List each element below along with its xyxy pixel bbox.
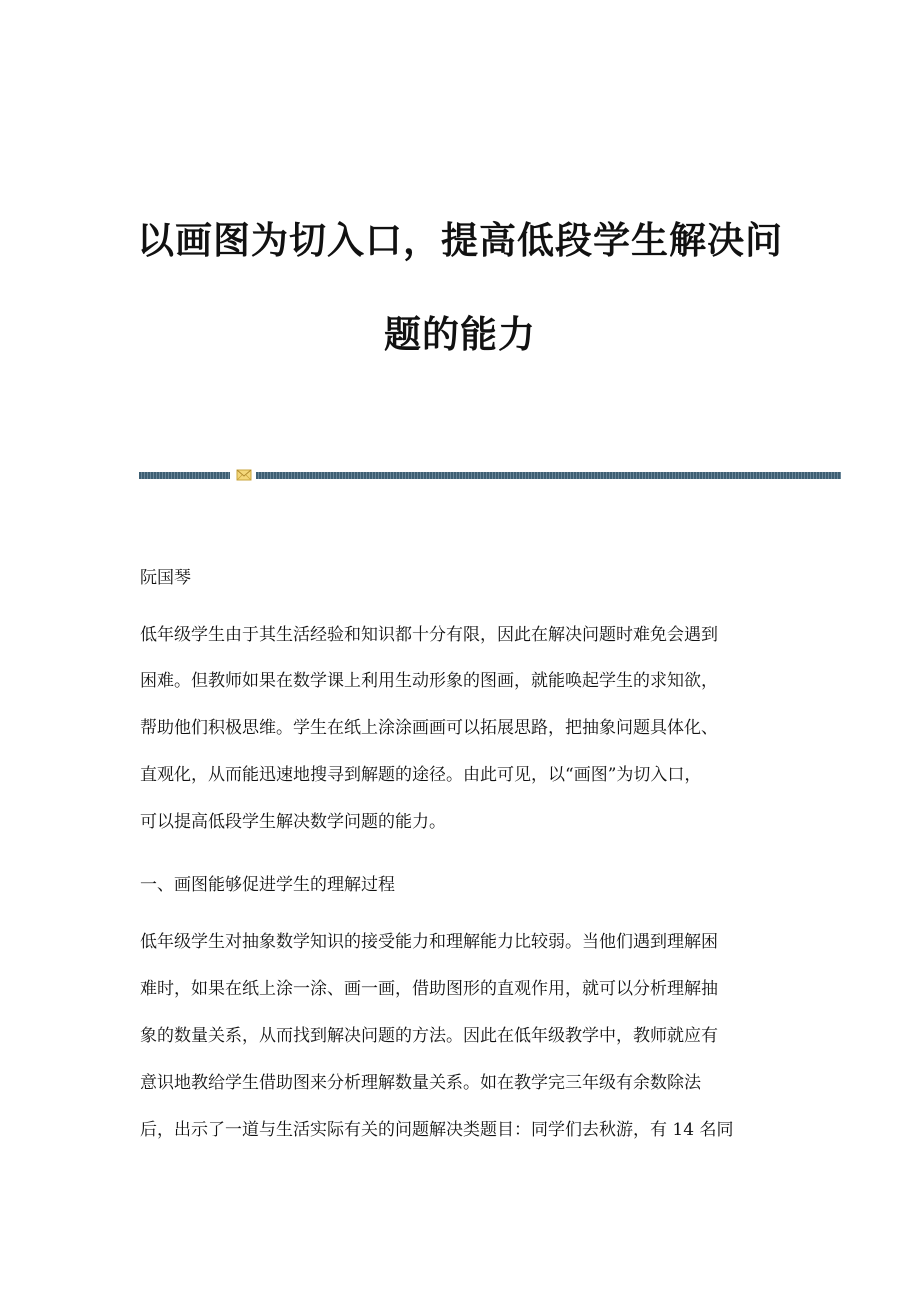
- section-1-heading: 一、画图能够促进学生的理解过程: [140, 875, 395, 895]
- paragraph-2-line-4: 意识地教给学生借助图来分析理解数量关系。如在教学完三年级有余数除法: [140, 1073, 701, 1093]
- paragraph-1-line-3: 帮助他们积极思维。学生在纸上涂涂画画可以拓展思路，把抽象问题具体化、: [140, 718, 718, 738]
- divider-bar-right: [256, 472, 841, 479]
- divider-bar-left: [139, 472, 230, 479]
- author-name: 阮国琴: [140, 568, 191, 588]
- paragraph-2-line-1: 低年级学生对抽象数学知识的接受能力和理解能力比较弱。当他们遇到理解困: [140, 932, 718, 952]
- title-divider: [139, 468, 841, 482]
- paragraph-2-line-2: 难时，如果在纸上涂一涂、画一画，借助图形的直观作用，就可以分析理解抽: [140, 979, 718, 999]
- paragraph-1-line-4: 直观化，从而能迅速地搜寻到解题的途径。由此可见，以“画图”为切入口，: [140, 765, 702, 785]
- paragraph-2-line-3: 象的数量关系，从而找到解决问题的方法。因此在低年级教学中，教师就应有: [140, 1026, 718, 1046]
- paragraph-1-line-2: 困难。但教师如果在数学课上利用生动形象的图画，就能唤起学生的求知欲，: [140, 671, 718, 691]
- document-title-line-1: 以画图为切入口，提高低段学生解决问: [137, 219, 783, 262]
- paragraph-2-line-5: 后，出示了一道与生活实际有关的问题解决类题目：同学们去秋游，有 14 名同: [140, 1120, 734, 1140]
- document-title-line-2: 题的能力: [384, 313, 536, 356]
- paragraph-1-line-5: 可以提高低段学生解决数学问题的能力。: [140, 812, 446, 832]
- envelope-icon: [236, 469, 252, 481]
- paragraph-1-line-1: 低年级学生由于其生活经验和知识都十分有限，因此在解决问题时难免会遇到: [140, 625, 718, 645]
